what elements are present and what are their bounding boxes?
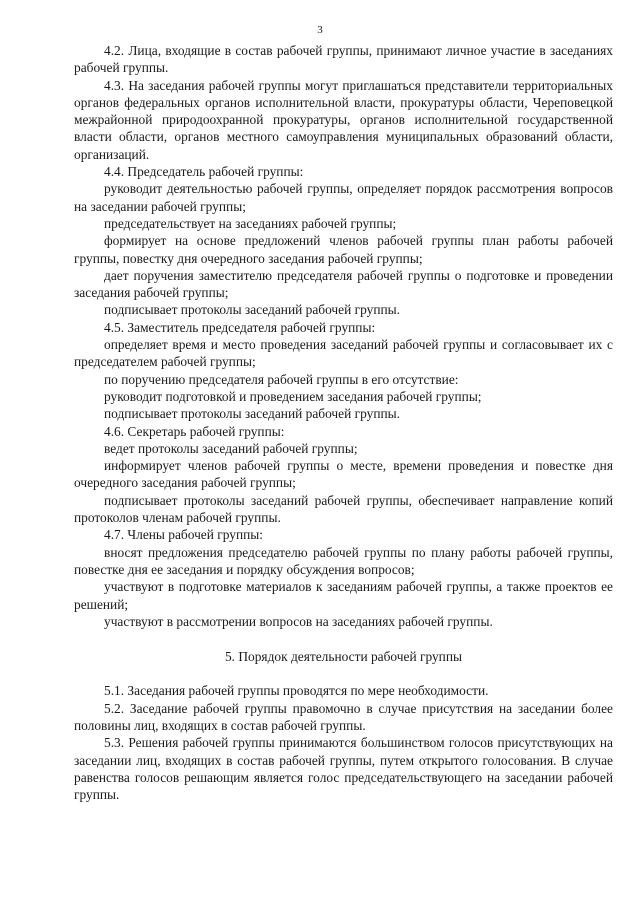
paragraph-4-2: 4.2. Лица, входящие в состав рабочей группы, принимают личное участие в заседаниях рабочей группы. — [74, 43, 613, 76]
paragraph-4-5-item: определяет время и место проведения заседаний рабочей группы и согласовывает их с председателем рабочей группы; — [74, 337, 613, 370]
paragraph-4-4-item: руководит деятельностью рабочей группы, определяет порядок рассмотрения вопросов на заседании рабочей группы; — [74, 181, 613, 214]
paragraph-4-7-item: вносят предложения председателю рабочей группы по плану работы рабочей группы, повестке дня ее заседания и порядку обсуждения вопросов; — [74, 544, 613, 577]
page-number: 3 — [317, 24, 323, 36]
paragraph-4-4-item: дает поручения заместителю председателя рабочей группы о подготовке и проведении заседания рабочей группы; — [74, 267, 613, 301]
paragraph-5-2: 5.2. Заседание рабочей группы правомочно в случае присутствия на заседании более половины лиц, входящих в состав рабочей группы. — [74, 700, 613, 733]
paragraph-4-7-item: участвуют в рассмотрении вопросов на заседаниях рабочей группы. — [104, 613, 493, 629]
paragraph-4-3: 4.3. На заседания рабочей группы могут приглашаться представители территориальных органов федеральных органов исполнительной власти, прокуратуры области, Череповецкой межрайонной природоохранной прокуратуры, органов исполнительной государственной власти области, органов местного самоуправления муниципальных образований области, организаций. — [74, 77, 613, 162]
document-body — [74, 42, 613, 803]
paragraph-4-5-item: по поручению председателя рабочей группы в его отсутствие: — [104, 371, 459, 387]
paragraph-4-7: 4.7. Члены рабочей группы: — [104, 527, 264, 543]
paragraph-4-5-item: руководит подготовкой и проведением заседания рабочей группы; — [104, 388, 482, 404]
paragraph-4-6-item: информирует членов рабочей группы о месте, времени проведения и повестке дня очередного заседания рабочей группы; — [74, 458, 613, 491]
paragraph-4-4: 4.4. Председатель рабочей группы: — [104, 164, 304, 180]
paragraph-4-6: 4.6. Секретарь рабочей группы: — [104, 423, 285, 439]
paragraph-4-6-item: ведет протоколы заседаний рабочей группы; — [104, 440, 358, 456]
paragraph-4-4-item: подписывает протоколы заседаний рабочей группы. — [104, 302, 400, 318]
paragraph-4-5: 4.5. Заместитель председателя рабочей группы: — [104, 319, 376, 335]
paragraph-4-6-item: подписывает протоколы заседаний рабочей группы, обеспечивает направление копий протоколов членам рабочей группы. — [74, 492, 613, 526]
paragraph-4-4-item: председательствует на заседаниях рабочей группы; — [104, 215, 397, 231]
paragraph-4-5-item: подписывает протоколы заседаний рабочей группы. — [104, 406, 400, 422]
section-heading: 5. Порядок деятельности рабочей группы — [224, 649, 462, 665]
paragraph-5-1: 5.1. Заседания рабочей группы проводятся по мере необходимости. — [104, 683, 489, 699]
paragraph-5-3: 5.3. Решения рабочей группы принимаются большинством голосов присутствующих на заседании лиц, входящих в состав рабочей группы, путем открытого голосования. В случае равенства голосов решающим является голос председательствующего на заседании рабочей группы. — [74, 735, 613, 803]
paragraph-4-7-item: участвуют в подготовке материалов к заседаниям рабочей группы, а также проектов ее решений; — [74, 579, 613, 612]
paragraph-4-4-item: формирует на основе предложений членов рабочей группы план работы рабочей группы, повестку дня очередного заседания рабочей группы; — [74, 233, 613, 266]
